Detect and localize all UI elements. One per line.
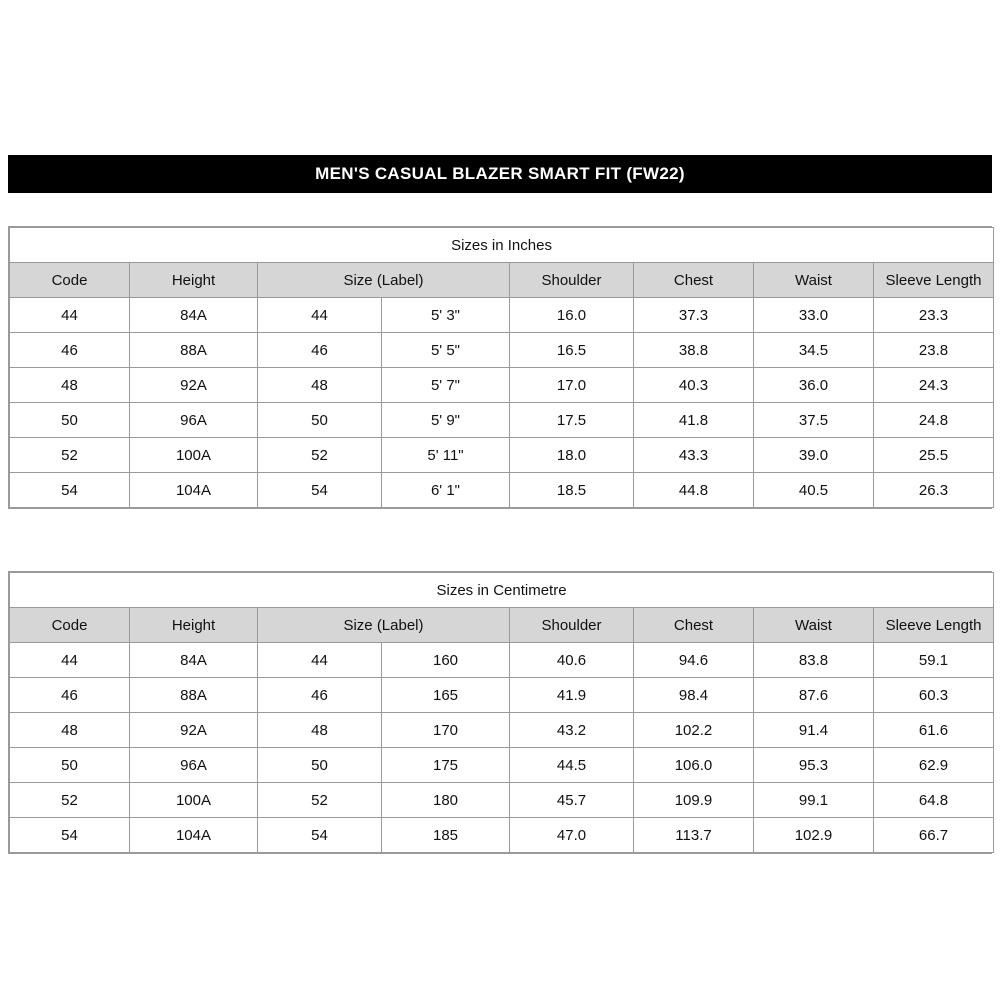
cell-shoulder: 45.7 — [510, 783, 634, 818]
cell-size-label: 5' 5" — [382, 333, 510, 368]
unit-caption: Sizes in Centimetre — [10, 573, 994, 608]
cell-chest: 38.8 — [634, 333, 754, 368]
column-header-sleeve-length: Sleeve Length — [874, 263, 994, 298]
cell-size-code: 44 — [258, 643, 382, 678]
cell-size-label: 160 — [382, 643, 510, 678]
cell-chest: 113.7 — [634, 818, 754, 853]
cell-height: 96A — [130, 403, 258, 438]
cell-shoulder: 44.5 — [510, 748, 634, 783]
cell-shoulder: 17.0 — [510, 368, 634, 403]
cell-size-label: 5' 3" — [382, 298, 510, 333]
cell-size-label: 5' 7" — [382, 368, 510, 403]
cell-chest: 94.6 — [634, 643, 754, 678]
cell-waist: 83.8 — [754, 643, 874, 678]
cell-size-code: 54 — [258, 473, 382, 508]
column-header-code: Code — [10, 263, 130, 298]
table-row — [10, 783, 994, 818]
cell-height: 100A — [130, 783, 258, 818]
cell-chest: 37.3 — [634, 298, 754, 333]
cell-size-label: 170 — [382, 713, 510, 748]
cell-code: 48 — [10, 713, 130, 748]
column-header-chest: Chest — [634, 263, 754, 298]
cell-sleeve-length: 24.3 — [874, 368, 994, 403]
column-header-sleeve-length: Sleeve Length — [874, 608, 994, 643]
table-row — [10, 333, 994, 368]
cell-height: 92A — [130, 368, 258, 403]
cell-waist: 34.5 — [754, 333, 874, 368]
cell-height: 92A — [130, 713, 258, 748]
cell-height: 96A — [130, 748, 258, 783]
cell-code: 50 — [10, 403, 130, 438]
unit-caption: Sizes in Inches — [10, 228, 994, 263]
cell-size-code: 48 — [258, 713, 382, 748]
cell-size-code: 54 — [258, 818, 382, 853]
cell-sleeve-length: 59.1 — [874, 643, 994, 678]
column-header-chest: Chest — [634, 608, 754, 643]
cell-code: 46 — [10, 678, 130, 713]
cell-code: 52 — [10, 783, 130, 818]
page-title-text: MEN'S CASUAL BLAZER SMART FIT (FW22) — [315, 164, 685, 183]
page-title — [8, 155, 992, 193]
cell-sleeve-length: 61.6 — [874, 713, 994, 748]
cell-sleeve-length: 24.8 — [874, 403, 994, 438]
column-header-height: Height — [130, 608, 258, 643]
cell-code: 48 — [10, 368, 130, 403]
column-header-waist: Waist — [754, 263, 874, 298]
cell-code: 52 — [10, 438, 130, 473]
size-table-inches — [8, 226, 992, 509]
cell-shoulder: 16.0 — [510, 298, 634, 333]
column-header-shoulder: Shoulder — [510, 263, 634, 298]
cell-size-label: 6' 1" — [382, 473, 510, 508]
cell-size-code: 44 — [258, 298, 382, 333]
cell-waist: 102.9 — [754, 818, 874, 853]
cell-height: 100A — [130, 438, 258, 473]
cell-shoulder: 41.9 — [510, 678, 634, 713]
cell-code: 44 — [10, 298, 130, 333]
unit-caption-row — [10, 573, 994, 608]
cell-size-label: 180 — [382, 783, 510, 818]
cell-chest: 44.8 — [634, 473, 754, 508]
cell-height: 104A — [130, 818, 258, 853]
cell-size-code: 52 — [258, 783, 382, 818]
cell-size-label: 185 — [382, 818, 510, 853]
column-header-height: Height — [130, 263, 258, 298]
table-row — [10, 298, 994, 333]
table-row — [10, 643, 994, 678]
cell-height: 104A — [130, 473, 258, 508]
cell-size-label: 165 — [382, 678, 510, 713]
cell-waist: 87.6 — [754, 678, 874, 713]
table-row — [10, 713, 994, 748]
cell-sleeve-length: 60.3 — [874, 678, 994, 713]
cell-sleeve-length: 25.5 — [874, 438, 994, 473]
cell-waist: 91.4 — [754, 713, 874, 748]
cell-sleeve-length: 26.3 — [874, 473, 994, 508]
cell-size-code: 50 — [258, 748, 382, 783]
column-header-shoulder: Shoulder — [510, 608, 634, 643]
cell-shoulder: 47.0 — [510, 818, 634, 853]
column-header-waist: Waist — [754, 608, 874, 643]
cell-chest: 43.3 — [634, 438, 754, 473]
cell-height: 84A — [130, 298, 258, 333]
column-header-code: Code — [10, 608, 130, 643]
cell-shoulder: 18.5 — [510, 473, 634, 508]
cell-chest: 98.4 — [634, 678, 754, 713]
cell-size-code: 46 — [258, 333, 382, 368]
cell-shoulder: 17.5 — [510, 403, 634, 438]
cell-size-code: 52 — [258, 438, 382, 473]
cell-sleeve-length: 66.7 — [874, 818, 994, 853]
size-table-centimetre — [8, 571, 992, 854]
cell-shoulder: 40.6 — [510, 643, 634, 678]
cell-chest: 106.0 — [634, 748, 754, 783]
cell-code: 44 — [10, 643, 130, 678]
cell-code: 46 — [10, 333, 130, 368]
cell-sleeve-length: 23.8 — [874, 333, 994, 368]
cell-chest: 102.2 — [634, 713, 754, 748]
cell-size-code: 46 — [258, 678, 382, 713]
table-row — [10, 473, 994, 508]
cell-waist: 36.0 — [754, 368, 874, 403]
cell-code: 50 — [10, 748, 130, 783]
cell-height: 88A — [130, 678, 258, 713]
table-row — [10, 403, 994, 438]
cell-sleeve-length: 23.3 — [874, 298, 994, 333]
cell-shoulder: 18.0 — [510, 438, 634, 473]
cell-waist: 37.5 — [754, 403, 874, 438]
cell-sleeve-length: 62.9 — [874, 748, 994, 783]
table-row — [10, 368, 994, 403]
cell-code: 54 — [10, 473, 130, 508]
cell-size-label: 5' 9" — [382, 403, 510, 438]
column-header-size-label: Size (Label) — [258, 263, 510, 298]
unit-caption-row — [10, 228, 994, 263]
cell-size-code: 48 — [258, 368, 382, 403]
cell-size-label: 175 — [382, 748, 510, 783]
table-row — [10, 748, 994, 783]
cell-size-code: 50 — [258, 403, 382, 438]
cell-waist: 39.0 — [754, 438, 874, 473]
table-header-row — [10, 263, 994, 298]
cell-shoulder: 16.5 — [510, 333, 634, 368]
cell-waist: 95.3 — [754, 748, 874, 783]
cell-chest: 41.8 — [634, 403, 754, 438]
cell-waist: 33.0 — [754, 298, 874, 333]
table-header-row — [10, 608, 994, 643]
cell-shoulder: 43.2 — [510, 713, 634, 748]
cell-sleeve-length: 64.8 — [874, 783, 994, 818]
table-centimetre — [9, 572, 994, 853]
table-row — [10, 678, 994, 713]
cell-size-label: 5' 11" — [382, 438, 510, 473]
cell-waist: 99.1 — [754, 783, 874, 818]
cell-code: 54 — [10, 818, 130, 853]
cell-waist: 40.5 — [754, 473, 874, 508]
column-header-size-label: Size (Label) — [258, 608, 510, 643]
cell-chest: 40.3 — [634, 368, 754, 403]
table-row — [10, 438, 994, 473]
table-inches — [9, 227, 994, 508]
cell-chest: 109.9 — [634, 783, 754, 818]
table-row — [10, 818, 994, 853]
cell-height: 84A — [130, 643, 258, 678]
cell-height: 88A — [130, 333, 258, 368]
